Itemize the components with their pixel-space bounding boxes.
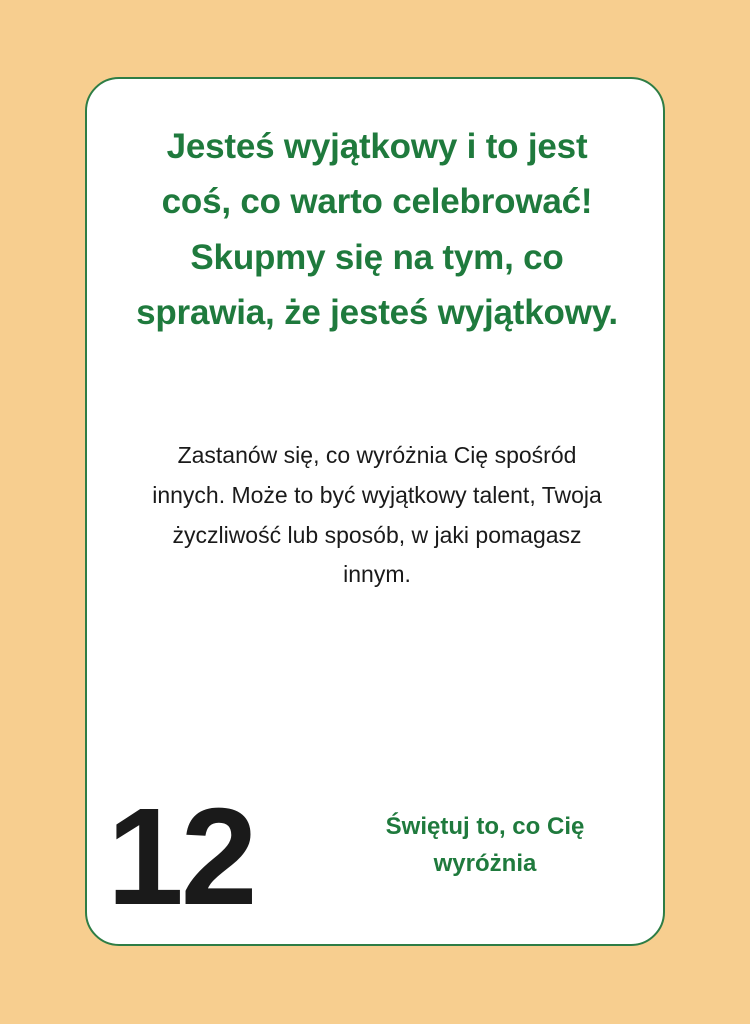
card-inner [87, 79, 663, 944]
card-number: 12 [107, 780, 255, 934]
card-body-text: Zastanów się, co wyróżnia Cię spośród innych. Może to być wyjątkowy talent, Twoja życzliwość lub sposób, w jaki pomagasz innym. [152, 442, 602, 588]
content-card [85, 77, 665, 946]
card-headline: Jesteś wyjątkowy i to jest coś, co warto celebrować! Skupmy się na tym, co sprawia, że jesteś wyjątkowy. [136, 127, 618, 332]
card-footer-label: Świętuj to, co Cię wyróżnia [385, 813, 585, 877]
